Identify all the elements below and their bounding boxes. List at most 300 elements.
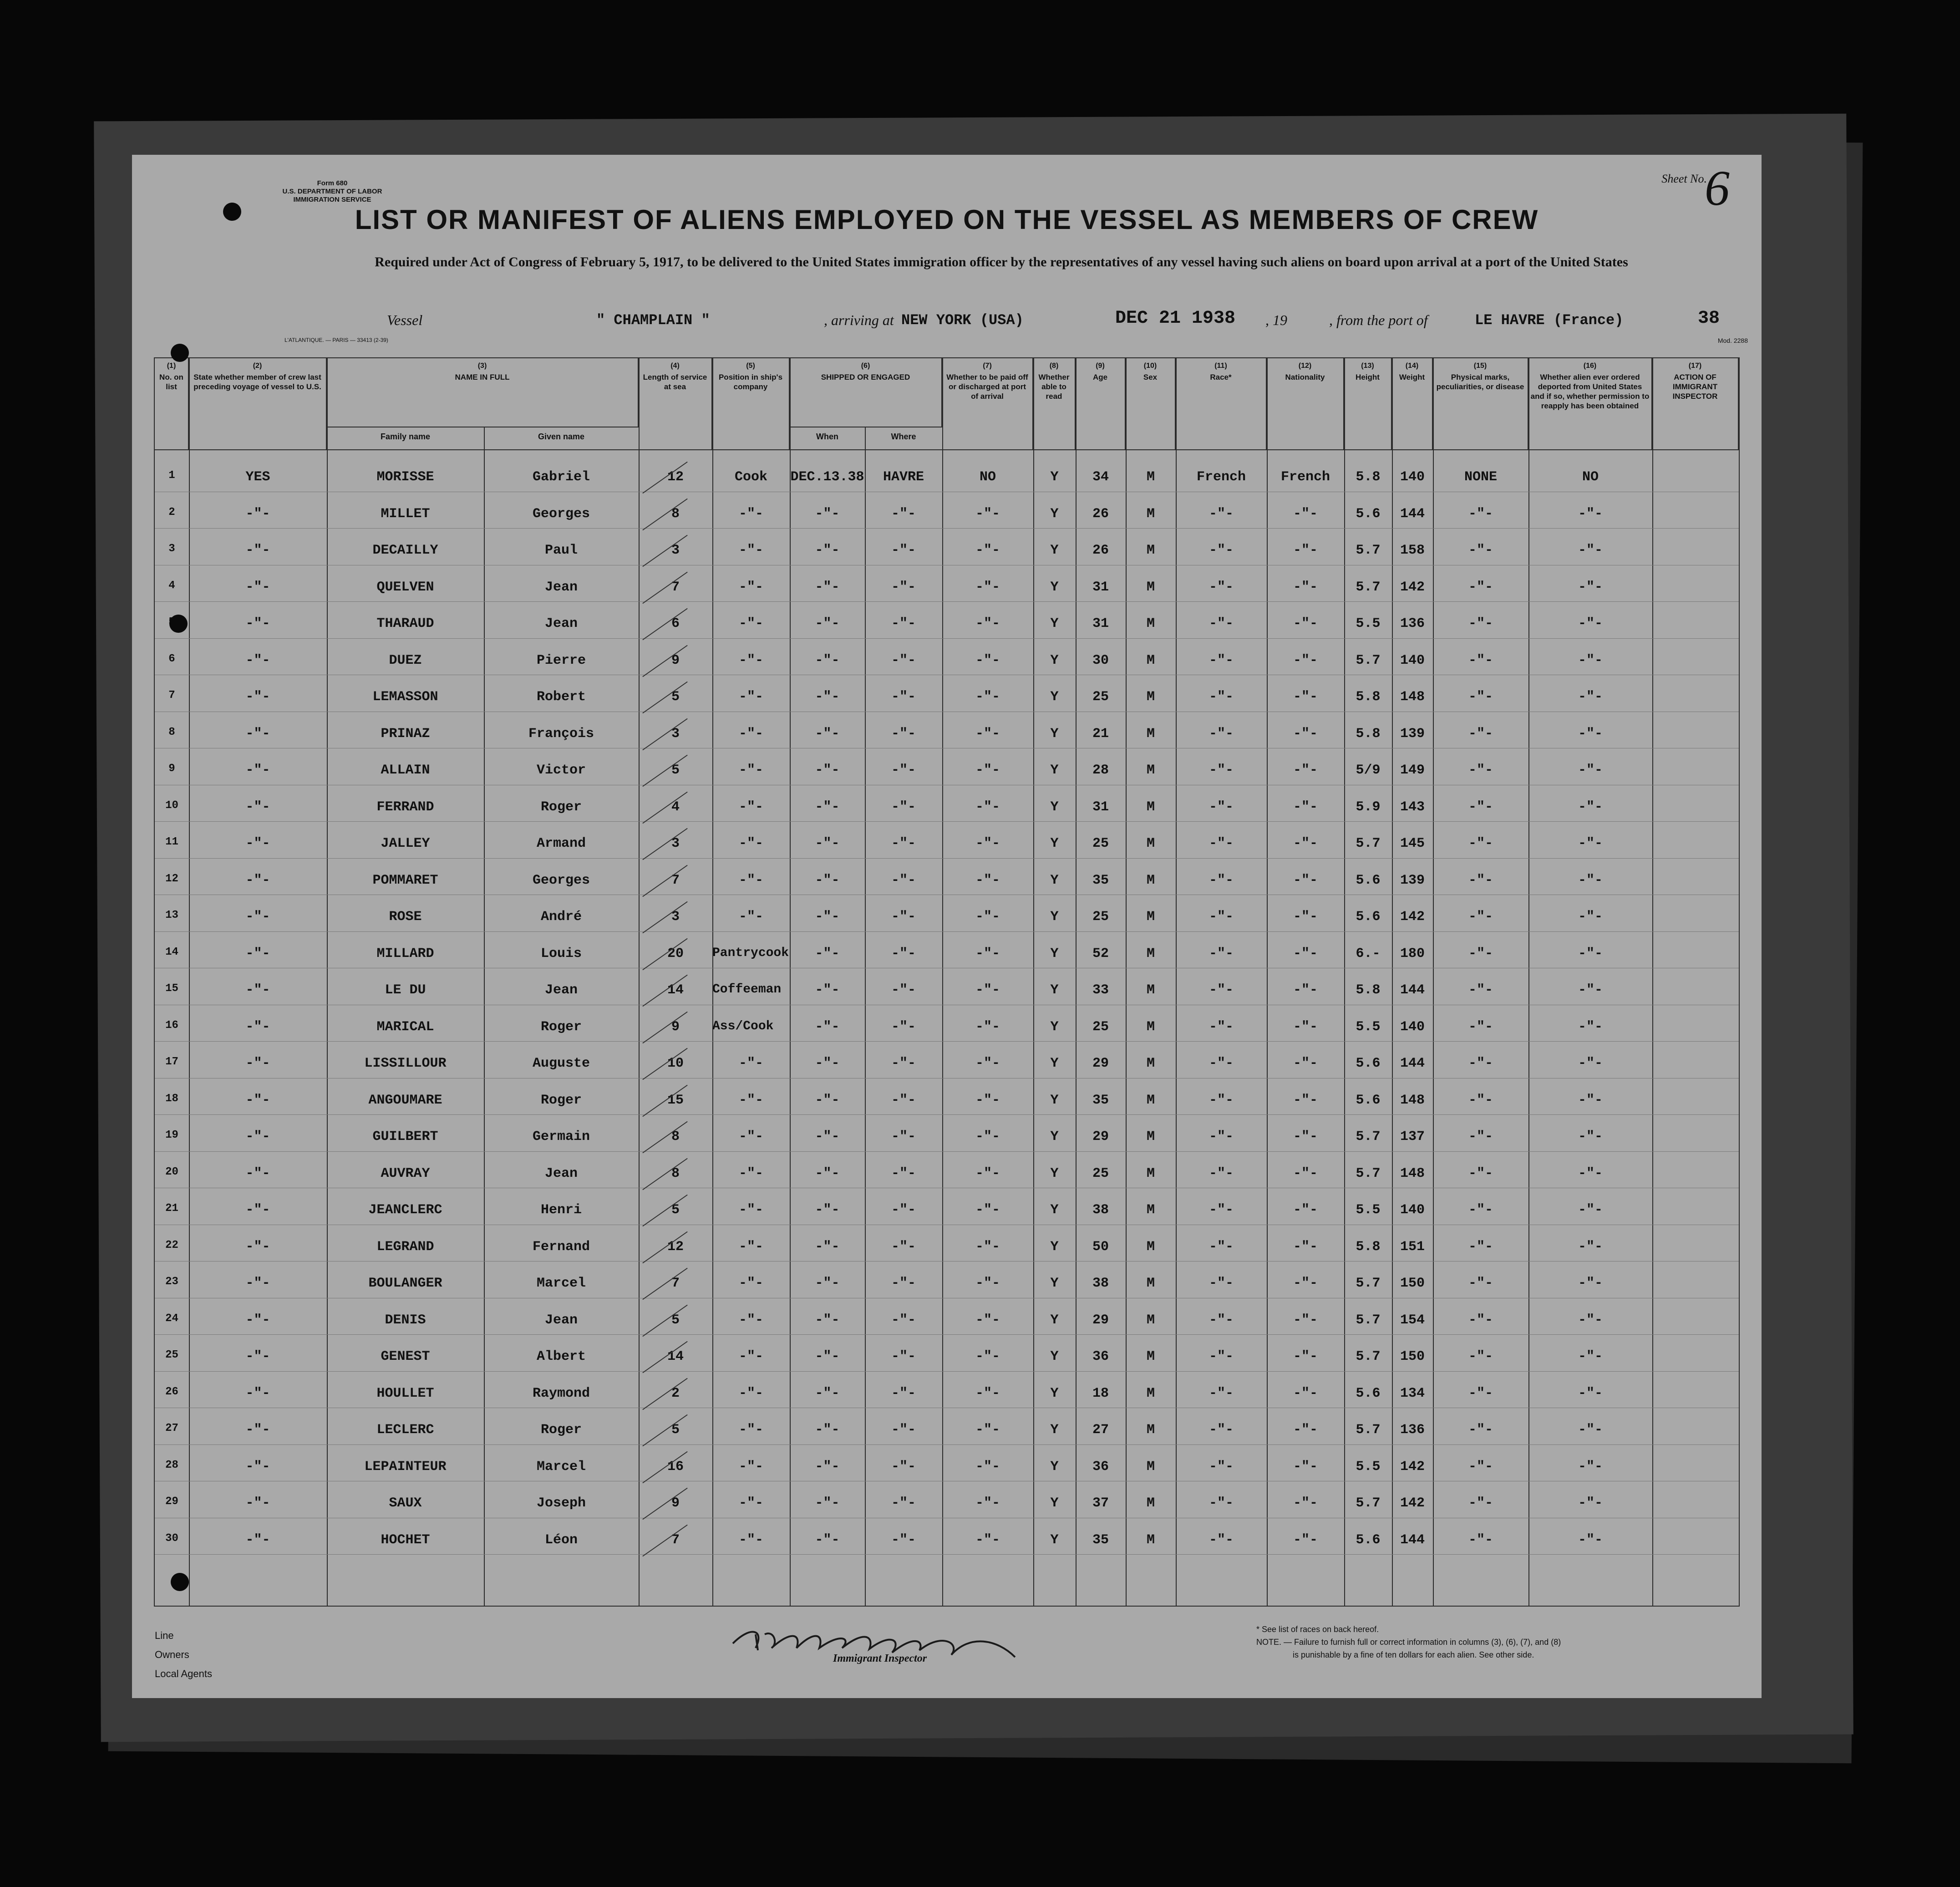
cell-sex: M [1146,1129,1155,1144]
cell-prev: -"- [245,1129,270,1144]
cell-race: -"- [1208,652,1234,668]
cell-service: 15 [667,1092,684,1108]
cell-no: 26 [165,1385,178,1398]
cell-service: 10 [667,1056,684,1071]
cell-paid: -"- [975,982,1000,998]
cell-paid: -"- [975,1312,1000,1328]
cell-given: Jean [544,982,578,998]
arriving-label: , arriving at [824,312,894,328]
cell-height: 5.5 [1356,1019,1381,1035]
cell-sex: M [1146,946,1155,961]
column-label: Sex [1143,373,1158,381]
cell-no: 11 [165,836,178,848]
cell-weight: 142 [1400,1459,1425,1475]
cell-prev: -"- [245,652,270,668]
cell-position: -"- [738,1092,763,1108]
cell-position: -"- [738,1056,763,1071]
cell-family: GUILBERT [372,1129,438,1144]
cell-age: 35 [1092,872,1109,888]
row-rule [155,1041,1739,1042]
cell-no: 16 [165,1019,178,1032]
cell-service: 4 [671,799,680,815]
cell-deported: -"- [1578,1129,1603,1144]
cell-deported: -"- [1578,1312,1603,1328]
cell-nat: -"- [1293,982,1318,998]
cell-family: THARAUD [376,616,434,631]
cell-weight: 140 [1400,652,1425,668]
cell-nat: -"- [1293,1165,1318,1181]
cell-age: 29 [1092,1129,1109,1144]
cell-age: 33 [1092,982,1109,998]
cell-no: 22 [165,1239,178,1251]
page-title: LIST OR MANIFEST OF ALIENS EMPLOYED ON THE VESSEL AS MEMBERS OF CREW [355,204,1539,235]
cell-race: -"- [1208,726,1234,742]
cell-where: -"- [891,836,916,851]
cell-marks: -"- [1468,1165,1493,1181]
cell-where: -"- [891,1056,916,1071]
cell-sex: M [1146,506,1155,522]
cell-when: -"- [815,616,840,631]
cell-prev: -"- [245,1056,270,1071]
cell-service: 6 [671,616,680,631]
cell-marks: -"- [1468,909,1493,925]
cell-weight: 137 [1400,1129,1425,1144]
cell-paid: -"- [975,1349,1000,1364]
column-number: (16) [1583,362,1597,370]
cell-service: 20 [667,946,684,961]
cell-height: 6.- [1356,946,1381,961]
cell-family: JEANCLERC [368,1202,442,1218]
cell-marks: -"- [1468,1349,1493,1364]
cell-read: Y [1050,506,1059,522]
cell-deported: -"- [1578,1202,1603,1218]
cell-family: BOULANGER [368,1276,442,1291]
cell-no: 27 [165,1422,178,1434]
cell-given: Jean [544,616,578,631]
cell-marks: -"- [1468,1312,1493,1328]
cell-prev: -"- [245,1202,270,1218]
row-rule [155,1151,1739,1152]
cell-sex: M [1146,982,1155,998]
cell-paid: -"- [975,799,1000,815]
cell-where: -"- [891,543,916,558]
cell-nat: -"- [1293,799,1318,815]
cell-given: Louis [540,946,582,961]
cell-marks: -"- [1468,982,1493,998]
cell-height: 5.7 [1356,1276,1381,1291]
cell-sex: M [1146,726,1155,742]
cell-prev: -"- [245,1532,270,1548]
cell-nat: -"- [1293,1532,1318,1548]
cell-position: Cook [734,469,767,485]
cell-family: ALLAIN [381,763,430,778]
cell-prev: -"- [245,726,270,742]
cell-paid: -"- [975,1202,1000,1218]
column-label: Whether to be paid off or discharged at port of arrival [946,373,1028,401]
cell-given: Joseph [536,1495,586,1511]
cell-height: 5.6 [1356,1532,1381,1548]
cell-nat: -"- [1293,1056,1318,1071]
cell-prev: -"- [245,689,270,705]
cell-family: LEMASSON [372,689,438,705]
agents-label: Local Agents [155,1668,212,1679]
cell-read: Y [1050,872,1059,888]
cell-height: 5.6 [1356,1056,1381,1071]
cell-prev: -"- [245,1092,270,1108]
cell-service: 3 [671,909,680,925]
cell-service: 14 [667,1349,684,1364]
column-header-17 [1652,358,1739,449]
cell-marks: -"- [1468,689,1493,705]
cell-marks: -"- [1468,616,1493,631]
cell-given: Auguste [532,1056,590,1071]
cell-given: Henri [540,1202,582,1218]
year-value: 38 [1698,308,1720,329]
cell-deported: -"- [1578,652,1603,668]
cell-paid: -"- [975,909,1000,925]
cell-position: -"- [738,763,763,778]
cell-sex: M [1146,799,1155,815]
column-label: Length of service at sea [643,373,707,391]
cell-read: Y [1050,1422,1059,1438]
cell-age: 28 [1092,763,1109,778]
cell-service: 3 [671,836,680,851]
cell-weight: 150 [1400,1276,1425,1291]
cell-age: 25 [1092,836,1109,851]
cell-age: 38 [1092,1202,1109,1218]
cell-weight: 136 [1400,1422,1425,1438]
cell-where: -"- [891,946,916,961]
cell-where: -"- [891,763,916,778]
cell-no: 10 [165,799,178,812]
vessel-line [387,309,1734,331]
cell-nat: -"- [1293,763,1318,778]
cell-weight: 140 [1400,1019,1425,1035]
cell-when: -"- [815,872,840,888]
cell-weight: 151 [1400,1239,1425,1255]
cell-weight: 139 [1400,872,1425,888]
cell-deported: -"- [1578,982,1603,998]
cell-service: 8 [671,506,680,522]
cell-read: Y [1050,652,1059,668]
cell-sex: M [1146,1056,1155,1071]
column-label: Nationality [1285,373,1325,381]
cell-height: 5.7 [1356,1312,1381,1328]
cell-nat: -"- [1293,1349,1318,1364]
cell-position: -"- [738,799,763,815]
cell-service: 16 [667,1459,684,1475]
cell-given: Paul [544,543,578,558]
cell-no: 29 [165,1495,178,1508]
cell-age: 38 [1092,1276,1109,1291]
cell-when: -"- [815,1019,840,1035]
cell-height: 5.7 [1356,652,1381,668]
cell-when: -"- [815,652,840,668]
cell-marks: -"- [1468,1532,1493,1548]
cell-family: LE DU [385,982,426,998]
form-reference [282,179,382,204]
cell-read: Y [1050,1349,1059,1364]
sheet-number: 6 [1705,160,1730,216]
cell-where: -"- [891,1239,916,1255]
cell-deported: -"- [1578,616,1603,631]
column-label: Race* [1210,373,1232,381]
cell-service: 8 [671,1165,680,1181]
cell-no: 3 [168,543,175,555]
cell-height: 5.7 [1356,1422,1381,1438]
column-header-1 [155,358,189,449]
cell-weight: 142 [1400,1495,1425,1511]
cell-height: 5.7 [1356,543,1381,558]
cell-height: 5.5 [1356,616,1381,631]
cell-nat: -"- [1293,1276,1318,1291]
cell-deported: -"- [1578,909,1603,925]
cell-age: 31 [1092,616,1109,631]
cell-height: 5.6 [1356,1385,1381,1401]
cell-marks: -"- [1468,1385,1493,1401]
cell-prev: -"- [245,1239,270,1255]
cell-prev: -"- [245,946,270,961]
cell-when: -"- [815,506,840,522]
cell-sex: M [1146,1385,1155,1401]
page-subtitle: Required under Act of Congress of February 5, 1917, to be delivered to the United States immigration officer by the representatives of any vessel having such aliens on board upon arrival at a port of the United States [375,254,1628,270]
column-header-6 [790,358,942,427]
cell-weight: 144 [1400,982,1425,998]
cell-prev: -"- [245,872,270,888]
cell-height: 5.6 [1356,872,1381,888]
cell-height: 5.7 [1356,1495,1381,1511]
cell-read: Y [1050,1092,1059,1108]
cell-read: Y [1050,1202,1059,1218]
cell-marks: -"- [1468,1276,1493,1291]
cell-deported: -"- [1578,799,1603,815]
cell-deported: -"- [1578,1349,1603,1364]
cell-where: -"- [891,689,916,705]
cell-race: -"- [1208,1019,1234,1035]
cell-where: -"- [891,872,916,888]
cell-position: -"- [738,1165,763,1181]
cell-sex: M [1146,469,1155,485]
cell-given: Roger [540,1092,582,1108]
cell-sex: M [1146,1422,1155,1438]
cell-sex: M [1146,543,1155,558]
column-divider [1739,358,1740,1606]
cell-deported: -"- [1578,763,1603,778]
cell-weight: 136 [1400,616,1425,631]
service-label: IMMIGRATION SERVICE [293,196,371,203]
cell-read: Y [1050,909,1059,925]
cell-race: -"- [1208,1532,1234,1548]
row-rule [155,1371,1739,1372]
cell-where: -"- [891,1276,916,1291]
cell-given: Robert [536,689,586,705]
cell-age: 21 [1092,726,1109,742]
cell-marks: -"- [1468,579,1493,595]
arriving-port: NEW YORK (USA) [901,312,1024,329]
cell-weight: 144 [1400,506,1425,522]
cell-read: Y [1050,1385,1059,1401]
cell-where: -"- [891,1495,916,1511]
cell-service: 2 [671,1385,680,1401]
cell-deported: -"- [1578,579,1603,595]
cell-when: -"- [815,689,840,705]
column-label: NAME IN FULL [455,373,510,381]
cell-height: 5.7 [1356,579,1381,595]
cell-position: -"- [738,1459,763,1475]
cell-read: Y [1050,689,1059,705]
cell-position: -"- [738,909,763,925]
cell-read: Y [1050,1532,1059,1548]
column-number: (12) [1298,362,1312,370]
cell-paid: -"- [975,616,1000,631]
cell-family: ANGOUMARE [368,1092,442,1108]
cell-prev: -"- [245,763,270,778]
cell-nat: -"- [1293,616,1318,631]
cell-paid: -"- [975,836,1000,851]
cell-weight: 139 [1400,726,1425,742]
cell-no: 19 [165,1129,178,1141]
cell-read: Y [1050,726,1059,742]
cell-where: -"- [891,1422,916,1438]
cell-nat: French [1280,469,1330,485]
cell-age: 50 [1092,1239,1109,1255]
given-name-header: Given name [538,432,585,441]
cell-read: Y [1050,763,1059,778]
column-number: (9) [1096,362,1105,370]
cell-where: -"- [891,1532,916,1548]
column-header-15 [1433,358,1528,449]
cell-age: 29 [1092,1312,1109,1328]
vessel-name: " CHAMPLAIN " [596,312,710,329]
cell-nat: -"- [1293,1092,1318,1108]
cell-paid: -"- [975,1422,1000,1438]
cell-nat: -"- [1293,1312,1318,1328]
cell-nat: -"- [1293,1129,1318,1144]
cell-race: -"- [1208,1239,1234,1255]
cell-family: SAUX [389,1495,422,1511]
cell-given: Jean [544,1165,578,1181]
cell-weight: 144 [1400,1056,1425,1071]
cell-sex: M [1146,1019,1155,1035]
year-label: , 19 [1265,312,1287,328]
cell-prev: -"- [245,1312,270,1328]
cell-position: -"- [738,506,763,522]
cell-where: -"- [891,1202,916,1218]
cell-where: -"- [891,982,916,998]
cell-sex: M [1146,1202,1155,1218]
column-header-11 [1176,358,1267,449]
cell-read: Y [1050,1312,1059,1328]
sheet-label: Sheet No. [1661,172,1707,185]
cell-family: AUVRAY [381,1165,430,1181]
column-header-8 [1033,358,1076,449]
cell-deported: -"- [1578,506,1603,522]
column-label: Height [1356,373,1380,381]
cell-position: -"- [738,1385,763,1401]
cell-prev: -"- [245,1019,270,1035]
cell-prev: -"- [245,616,270,631]
cell-prev: -"- [245,982,270,998]
column-header-4 [639,358,712,449]
cell-race: -"- [1208,1459,1234,1475]
cell-given: Fernand [532,1239,590,1255]
cell-prev: -"- [245,799,270,815]
cell-age: 35 [1092,1092,1109,1108]
cell-deported: -"- [1578,1276,1603,1291]
races-note: * See list of races on back hereof. [1256,1625,1379,1634]
cell-where: -"- [891,909,916,925]
cell-paid: -"- [975,1239,1000,1255]
column-header-16 [1528,358,1652,449]
cell-deported: -"- [1578,689,1603,705]
cell-service: 7 [671,1276,680,1291]
cell-nat: -"- [1293,909,1318,925]
cell-sex: M [1146,1276,1155,1291]
from-label: , from the port of [1329,312,1428,328]
cell-race: -"- [1208,1092,1234,1108]
cell-age: 34 [1092,469,1109,485]
cell-sex: M [1146,909,1155,925]
column-header-9 [1076,358,1126,449]
cell-marks: -"- [1468,543,1493,558]
cell-where: -"- [891,616,916,631]
cell-no: 20 [165,1165,178,1178]
cell-position: -"- [738,1129,763,1144]
cell-service: 8 [671,1129,680,1144]
cell-weight: 148 [1400,689,1425,705]
cell-no: 15 [165,982,178,995]
column-label: No. on list [159,373,183,391]
cell-deported: -"- [1578,1495,1603,1511]
cell-height: 5.8 [1356,1239,1381,1255]
column-label: Age [1092,373,1108,381]
cell-service: 12 [667,469,684,485]
cell-when: DEC.13.38 [790,469,864,485]
cell-deported: -"- [1578,1422,1603,1438]
cell-height: 5.5 [1356,1202,1381,1218]
column-number: (1) [167,362,176,370]
cell-weight: 150 [1400,1349,1425,1364]
cell-marks: -"- [1468,506,1493,522]
cell-age: 36 [1092,1349,1109,1364]
cell-position: -"- [738,1349,763,1364]
cell-age: 27 [1092,1422,1109,1438]
cell-position: Coffeeman [712,982,782,997]
cell-prev: -"- [245,1495,270,1511]
cell-race: -"- [1208,872,1234,888]
line-label: Line [155,1630,174,1641]
cell-nat: -"- [1293,543,1318,558]
row-rule [155,1334,1739,1335]
cell-marks: -"- [1468,836,1493,851]
cell-age: 31 [1092,579,1109,595]
cell-when: -"- [815,1349,840,1364]
cell-where: -"- [891,1385,916,1401]
cell-where: -"- [891,652,916,668]
cell-race: -"- [1208,1495,1234,1511]
cell-age: 31 [1092,799,1109,815]
arrival-date: DEC 21 1938 [1115,308,1236,329]
cell-read: Y [1050,1129,1059,1144]
cell-sex: M [1146,689,1155,705]
column-number: (17) [1688,362,1702,370]
cell-sex: M [1146,1495,1155,1511]
cell-sex: M [1146,763,1155,778]
punch-hole [171,344,189,362]
cell-service: 7 [671,1532,680,1548]
cell-age: 25 [1092,689,1109,705]
cell-given: Jean [544,1312,578,1328]
